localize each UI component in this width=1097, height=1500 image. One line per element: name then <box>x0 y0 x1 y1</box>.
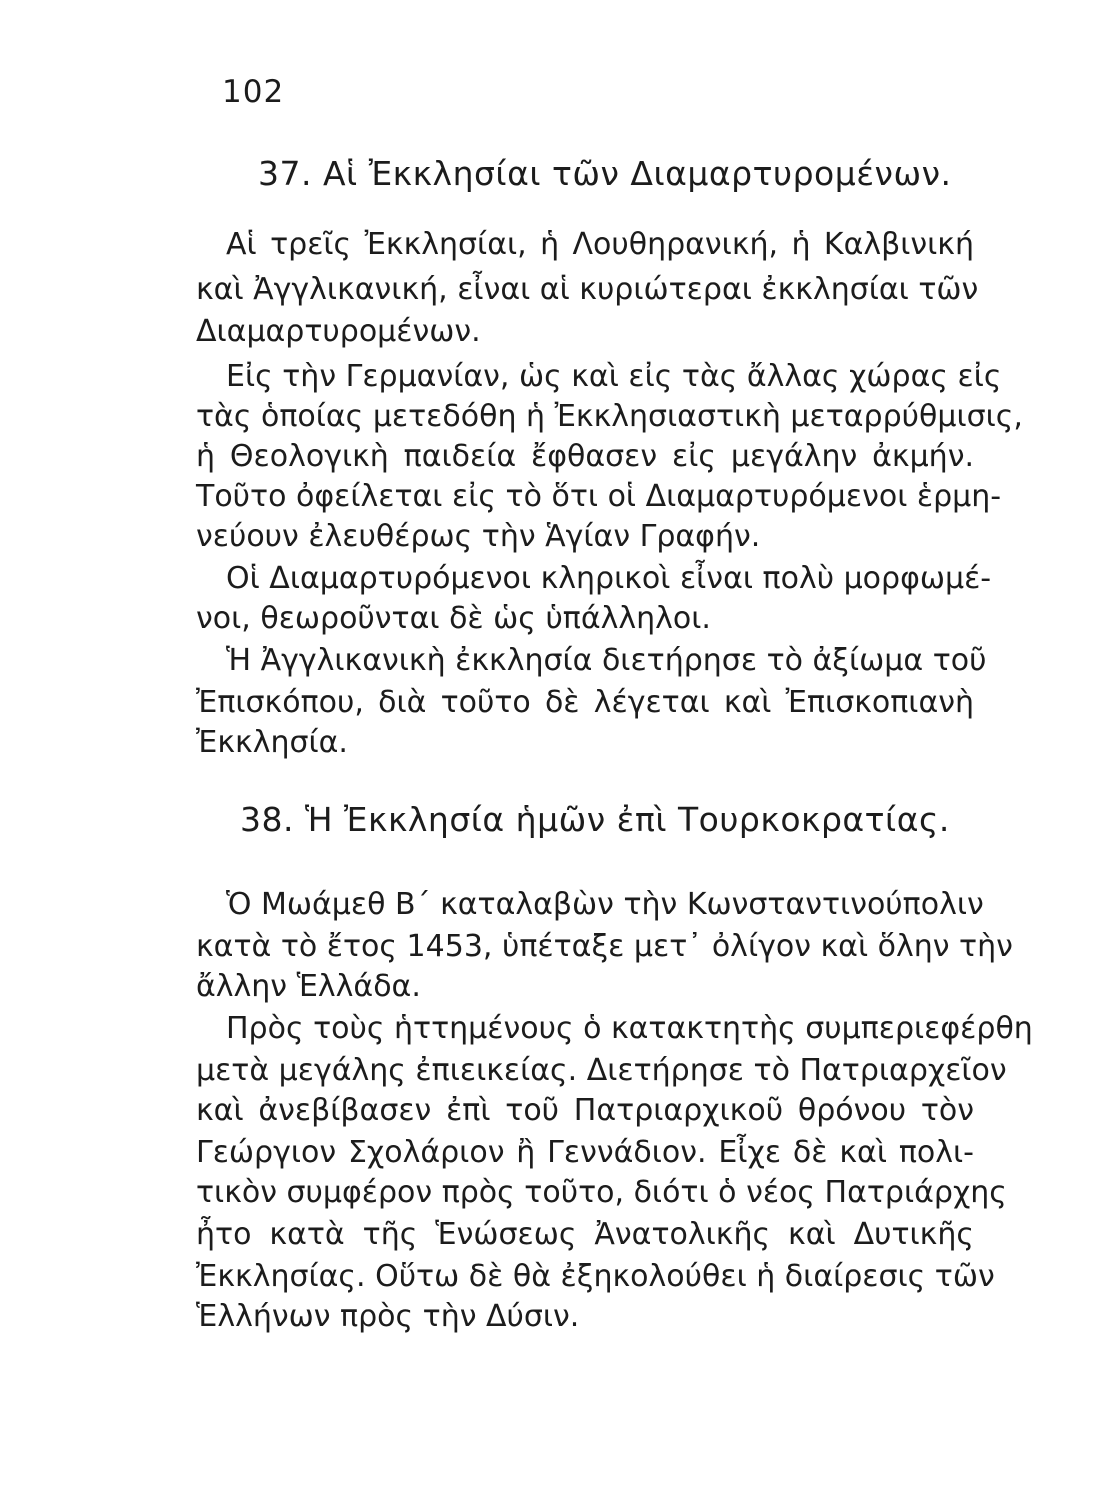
paragraph-line: ἡ Θεολογικὴ παιδεία ἔφθασεν εἰς μεγάλην ἀκμήν. <box>196 439 974 474</box>
paragraph-line: Ὁ Μωάμεθ Β΄ καταλαβὼν τὴν Κωνσταντινούπολιν <box>226 887 984 922</box>
paragraph-line: Διαμαρτυρομένων. <box>196 314 481 349</box>
paragraph-line: Εἰς τὴν Γερμανίαν, ὡς καὶ εἰς τὰς ἄλλας χώρας εἰς <box>226 359 1002 394</box>
section-37-heading: 37. Αἱ Ἐκκλησίαι τῶν Διαμαρτυρομένων. <box>258 154 952 193</box>
paragraph-line: Ἐπισκόπου, διὰ τοῦτο δὲ λέγεται καὶ Ἐπισκοπιανὴ <box>196 685 974 720</box>
paragraph-line: ἦτο κατὰ τῆς Ἑνώσεως Ἀνατολικῆς καὶ Δυτικῆς <box>196 1217 974 1252</box>
paragraph-line: Πρὸς τοὺς ἡττημένους ὁ κατακτητὴς συμπεριεφέρθη <box>226 1011 1033 1046</box>
paragraph-line: Τοῦτο ὀφείλεται εἰς τὸ ὅτι οἱ Διαμαρτυρόμενοι ἑρμη- <box>196 479 1002 514</box>
paragraph-line: κατὰ τὸ ἔτος 1453, ὑπέταξε μετ᾽ ὀλίγον καὶ ὅλην τὴν <box>196 929 1013 964</box>
paragraph-line: Αἱ τρεῖς Ἐκκλησίαι, ἡ Λουθηρανική, ἡ Καλβινική <box>226 227 974 262</box>
paragraph-line: καὶ Ἀγγλικανική, εἶναι αἱ κυριώτεραι ἐκκλησίαι τῶν <box>196 272 979 307</box>
paragraph-line: Ἐκκλησίας. Οὕτω δὲ θὰ ἐξηκολούθει ἡ διαίρεσις τῶν <box>196 1259 995 1294</box>
paragraph-line: Γεώργιον Σχολάριον ἢ Γεννάδιον. Εἶχε δὲ καὶ πολι- <box>196 1135 974 1170</box>
page-number: 102 <box>222 74 285 110</box>
paragraph-line: καὶ ἀνεβίβασεν ἐπὶ τοῦ Πατριαρχικοῦ θρόνου τὸν <box>196 1093 974 1128</box>
paragraph-line: νοι, θεωροῦνται δὲ ὡς ὑπάλληλοι. <box>196 601 711 636</box>
section-38-heading: 38. Ἡ Ἐκκλησία ἡμῶν ἐπὶ Τουρκοκρατίας. <box>240 800 950 839</box>
paragraph-line: Ἐκκλησία. <box>196 725 348 760</box>
paragraph-line: ἄλλην Ἑλλάδα. <box>196 969 421 1004</box>
paragraph-line: μετὰ μεγάλης ἐπιεικείας. Διετήρησε τὸ Πατριαρχεῖον <box>196 1053 1007 1088</box>
paragraph-line: Ἡ Ἀγγλικανικὴ ἐκκλησία διετήρησε τὸ ἀξίωμα τοῦ <box>226 643 987 678</box>
paragraph-line: τὰς ὁποίας μετεδόθη ἡ Ἐκκλησιαστικὴ μεταρρύθμισις, <box>196 399 1023 434</box>
paragraph-line: νεύουν ἐλευθέρως τὴν Ἁγίαν Γραφήν. <box>196 519 761 554</box>
paragraph-line: τικὸν συμφέρον πρὸς τοῦτο, διότι ὁ νέος Πατριάρχης <box>196 1175 1007 1210</box>
paragraph-line: Οἱ Διαμαρτυρόμενοι κληρικοὶ εἶναι πολὺ μορφωμέ- <box>226 561 992 596</box>
paragraph-line: Ἑλλήνων πρὸς τὴν Δύσιν. <box>196 1299 580 1334</box>
